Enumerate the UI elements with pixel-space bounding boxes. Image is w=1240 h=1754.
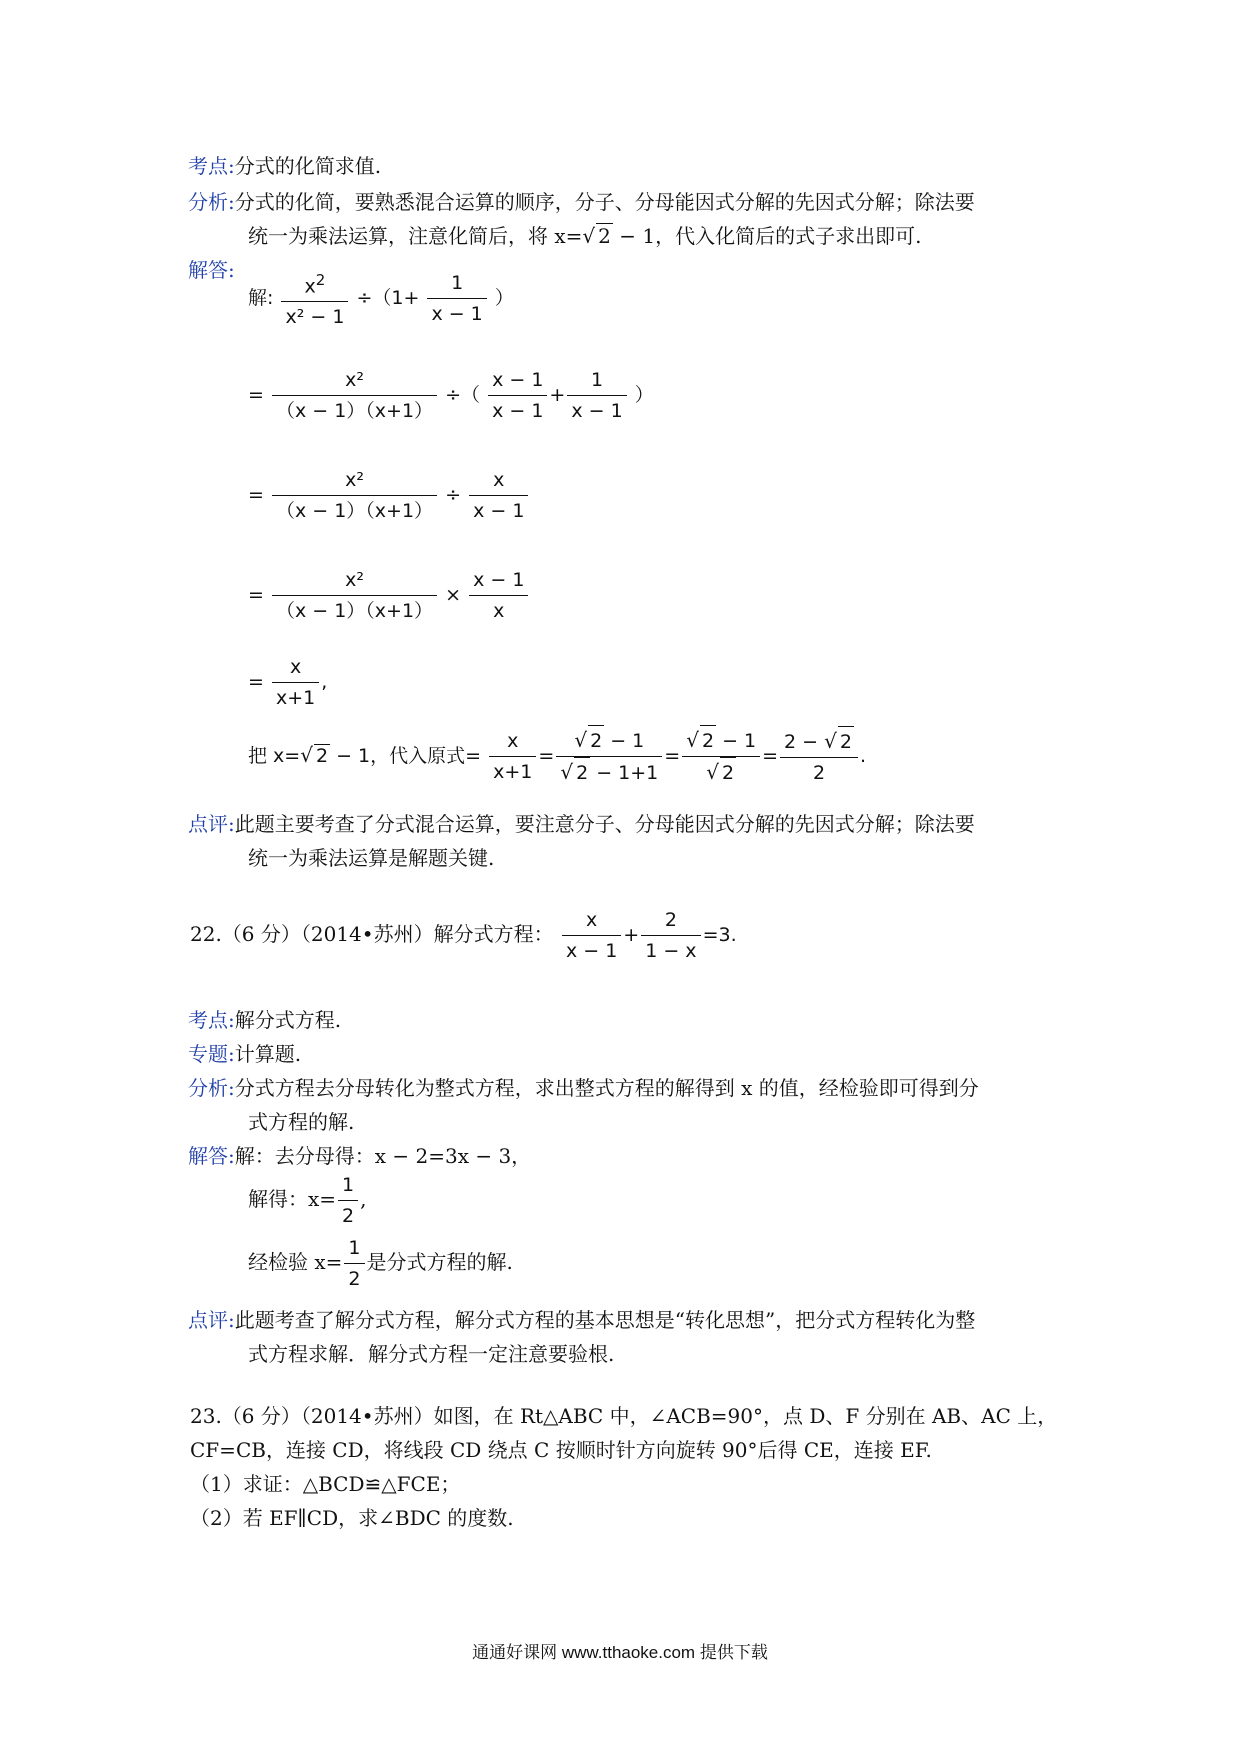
step-3: = $\frac{\text{x²}}{(x - 1)(x+1)}$ ÷ $\frac{x}{x - 1}$ bbox=[248, 465, 530, 526]
sqrt-radicand: 2 bbox=[598, 224, 611, 248]
fraction: $\frac{x}{x - 1}$ bbox=[469, 465, 528, 526]
q22-title: 22.（6 分）（2014•苏州）解分式方程： $\frac{x}{x - 1}$ + $\frac{2}{1 - x}$ =3. bbox=[190, 905, 737, 966]
jieda-label-text: 解答: bbox=[188, 258, 235, 282]
fenxi-line-1 bbox=[188, 186, 975, 215]
dianping-line-2: 统一为乘法运算是解题关键. bbox=[248, 846, 495, 870]
q22-dianping-2: 式方程求解．解分式方程一定注意要验根. bbox=[248, 1342, 615, 1366]
q22-kaodian: 考点:解分式方程. bbox=[188, 1008, 342, 1032]
fenxi-text-2b: − 1，代入化简后的式子求出即可. bbox=[612, 224, 922, 248]
fraction: $\frac{\text{x²}}{(x - 1)(x+1)}$ bbox=[272, 365, 437, 426]
kaodian-text: 分式的化简求值. bbox=[234, 154, 382, 178]
q22-fenxi-1: 分析:分式方程去分母转化为整式方程，求出整式方程的解得到 x 的值，经检验即可得到分 bbox=[188, 1076, 979, 1100]
footer-text: 通通好课网 www.tthaoke.com 提供下载 bbox=[472, 1643, 768, 1662]
q22-zhuanti: 专题:计算题. bbox=[188, 1042, 302, 1066]
q22-fenxi-2: 式方程的解. bbox=[248, 1110, 355, 1134]
jie-prefix: 解: bbox=[248, 287, 274, 310]
kaodian-line bbox=[188, 150, 381, 179]
q23-line-4: （2）若 EF∥CD，求∠BDC 的度数. bbox=[190, 1506, 514, 1530]
fraction: $\frac{\text{x²}}{(x - 1)(x+1)}$ bbox=[272, 465, 437, 526]
q22-dianping-1: 点评:此题考查了解分式方程，解分式方程的基本思想是“转化思想”，把分式方程转化为整 bbox=[188, 1308, 976, 1332]
dianping-label: 点评: bbox=[188, 812, 235, 836]
fraction: $\frac{x - 1}{x - 1}$ bbox=[488, 365, 547, 426]
fraction: $\frac{√ 2 - 1}{√ 2 - 1+1}$ bbox=[556, 725, 662, 788]
fenxi-text-1: 分式的化简，要熟悉混合运算的顺序，分子、分母能因式分解的先因式分解；除法要 bbox=[234, 190, 975, 214]
fraction: $\frac{x}{x - 1}$ bbox=[562, 905, 621, 966]
fraction: $\frac{x^2}{\text{x² − 1}}$ bbox=[281, 265, 348, 332]
q22-jieda-3: 经检验 x= $\frac{1}{2}$ 是分式方程的解. bbox=[248, 1233, 513, 1294]
fraction: $\frac{1}{2}$ bbox=[344, 1233, 364, 1294]
dianping-line-1: 点评:此题主要考查了分式混合运算，要注意分子、分母能因式分解的先因式分解；除法要 bbox=[188, 812, 975, 836]
divide-open: ÷（1+ bbox=[356, 287, 420, 310]
step-5: = $\frac{x}{x+1}$ , bbox=[248, 652, 327, 713]
q22-jieda-1: 解答:解：去分母得：x − 2=3x − 3， bbox=[188, 1144, 532, 1168]
fenxi-text-2a: 统一为乘法运算，注意化简后，将 x= bbox=[248, 224, 583, 248]
fenxi-line-2 bbox=[248, 220, 921, 249]
fraction: $\frac{x - 1}{x}$ bbox=[469, 565, 528, 626]
kaodian-label: 考点: bbox=[188, 154, 235, 178]
fraction: $\frac{x}{x+1}$ bbox=[489, 726, 536, 787]
jieda-label bbox=[188, 254, 235, 283]
step-1: 解: $\frac{x^2}{\text{x² − 1}}$ ÷（1+ $\frac{1}{x - 1}$ ） bbox=[248, 265, 514, 332]
fraction: $\frac{1}{x - 1}$ bbox=[567, 365, 626, 426]
fenxi-label: 分析: bbox=[188, 190, 235, 214]
sqrt-sign: √ bbox=[582, 224, 596, 248]
fraction: $\frac{2 - √ 2}{2}$ bbox=[780, 726, 858, 788]
fraction: $\frac{2}{1 - x}$ bbox=[641, 905, 700, 966]
fraction: $\frac{1}{x - 1}$ bbox=[427, 268, 486, 329]
q23-line-1: 23.（6 分）（2014•苏州）如图，在 Rt△ABC 中，∠ACB=90°，点 D、F 分别在 AB、AC 上， bbox=[190, 1404, 1058, 1428]
step-4: = $\frac{\text{x²}}{(x - 1)(x+1)}$ × $\frac{x - 1}{x}$ bbox=[248, 565, 530, 626]
fraction: $\frac{x}{x+1}$ bbox=[272, 652, 319, 713]
step-2: = $\frac{\text{x²}}{(x - 1)(x+1)}$ ÷（ $\frac{x - 1}{x - 1}$ + $\frac{1}{x - 1}$ ） bbox=[248, 365, 654, 426]
q22-jieda-2: 解得：x= $\frac{1}{2}$ , bbox=[248, 1170, 367, 1231]
fraction: $\frac{\text{x²}}{(x - 1)(x+1)}$ bbox=[272, 565, 437, 626]
q23-line-3: （1）求证：△BCD≌△FCE； bbox=[190, 1472, 461, 1496]
substitution-line: 把 x=√ 2 − 1，代入原式= $\frac{x}{x+1}$ = $\frac{√ 2 - 1}{√ 2 - 1+1}$ = $\frac{√ 2 - 1}{√ 2}$ = $\frac{2 - √ 2}{2}$ . bbox=[248, 725, 866, 788]
fraction: $\frac{1}{2}$ bbox=[338, 1170, 358, 1231]
fraction: $\frac{√ 2 - 1}{√ 2}$ bbox=[682, 725, 760, 788]
footer bbox=[0, 1638, 1240, 1663]
q23-line-2: CF=CB，连接 CD，将线段 CD 绕点 C 按顺时针方向旋转 90°后得 CE，连接 EF. bbox=[190, 1438, 932, 1462]
